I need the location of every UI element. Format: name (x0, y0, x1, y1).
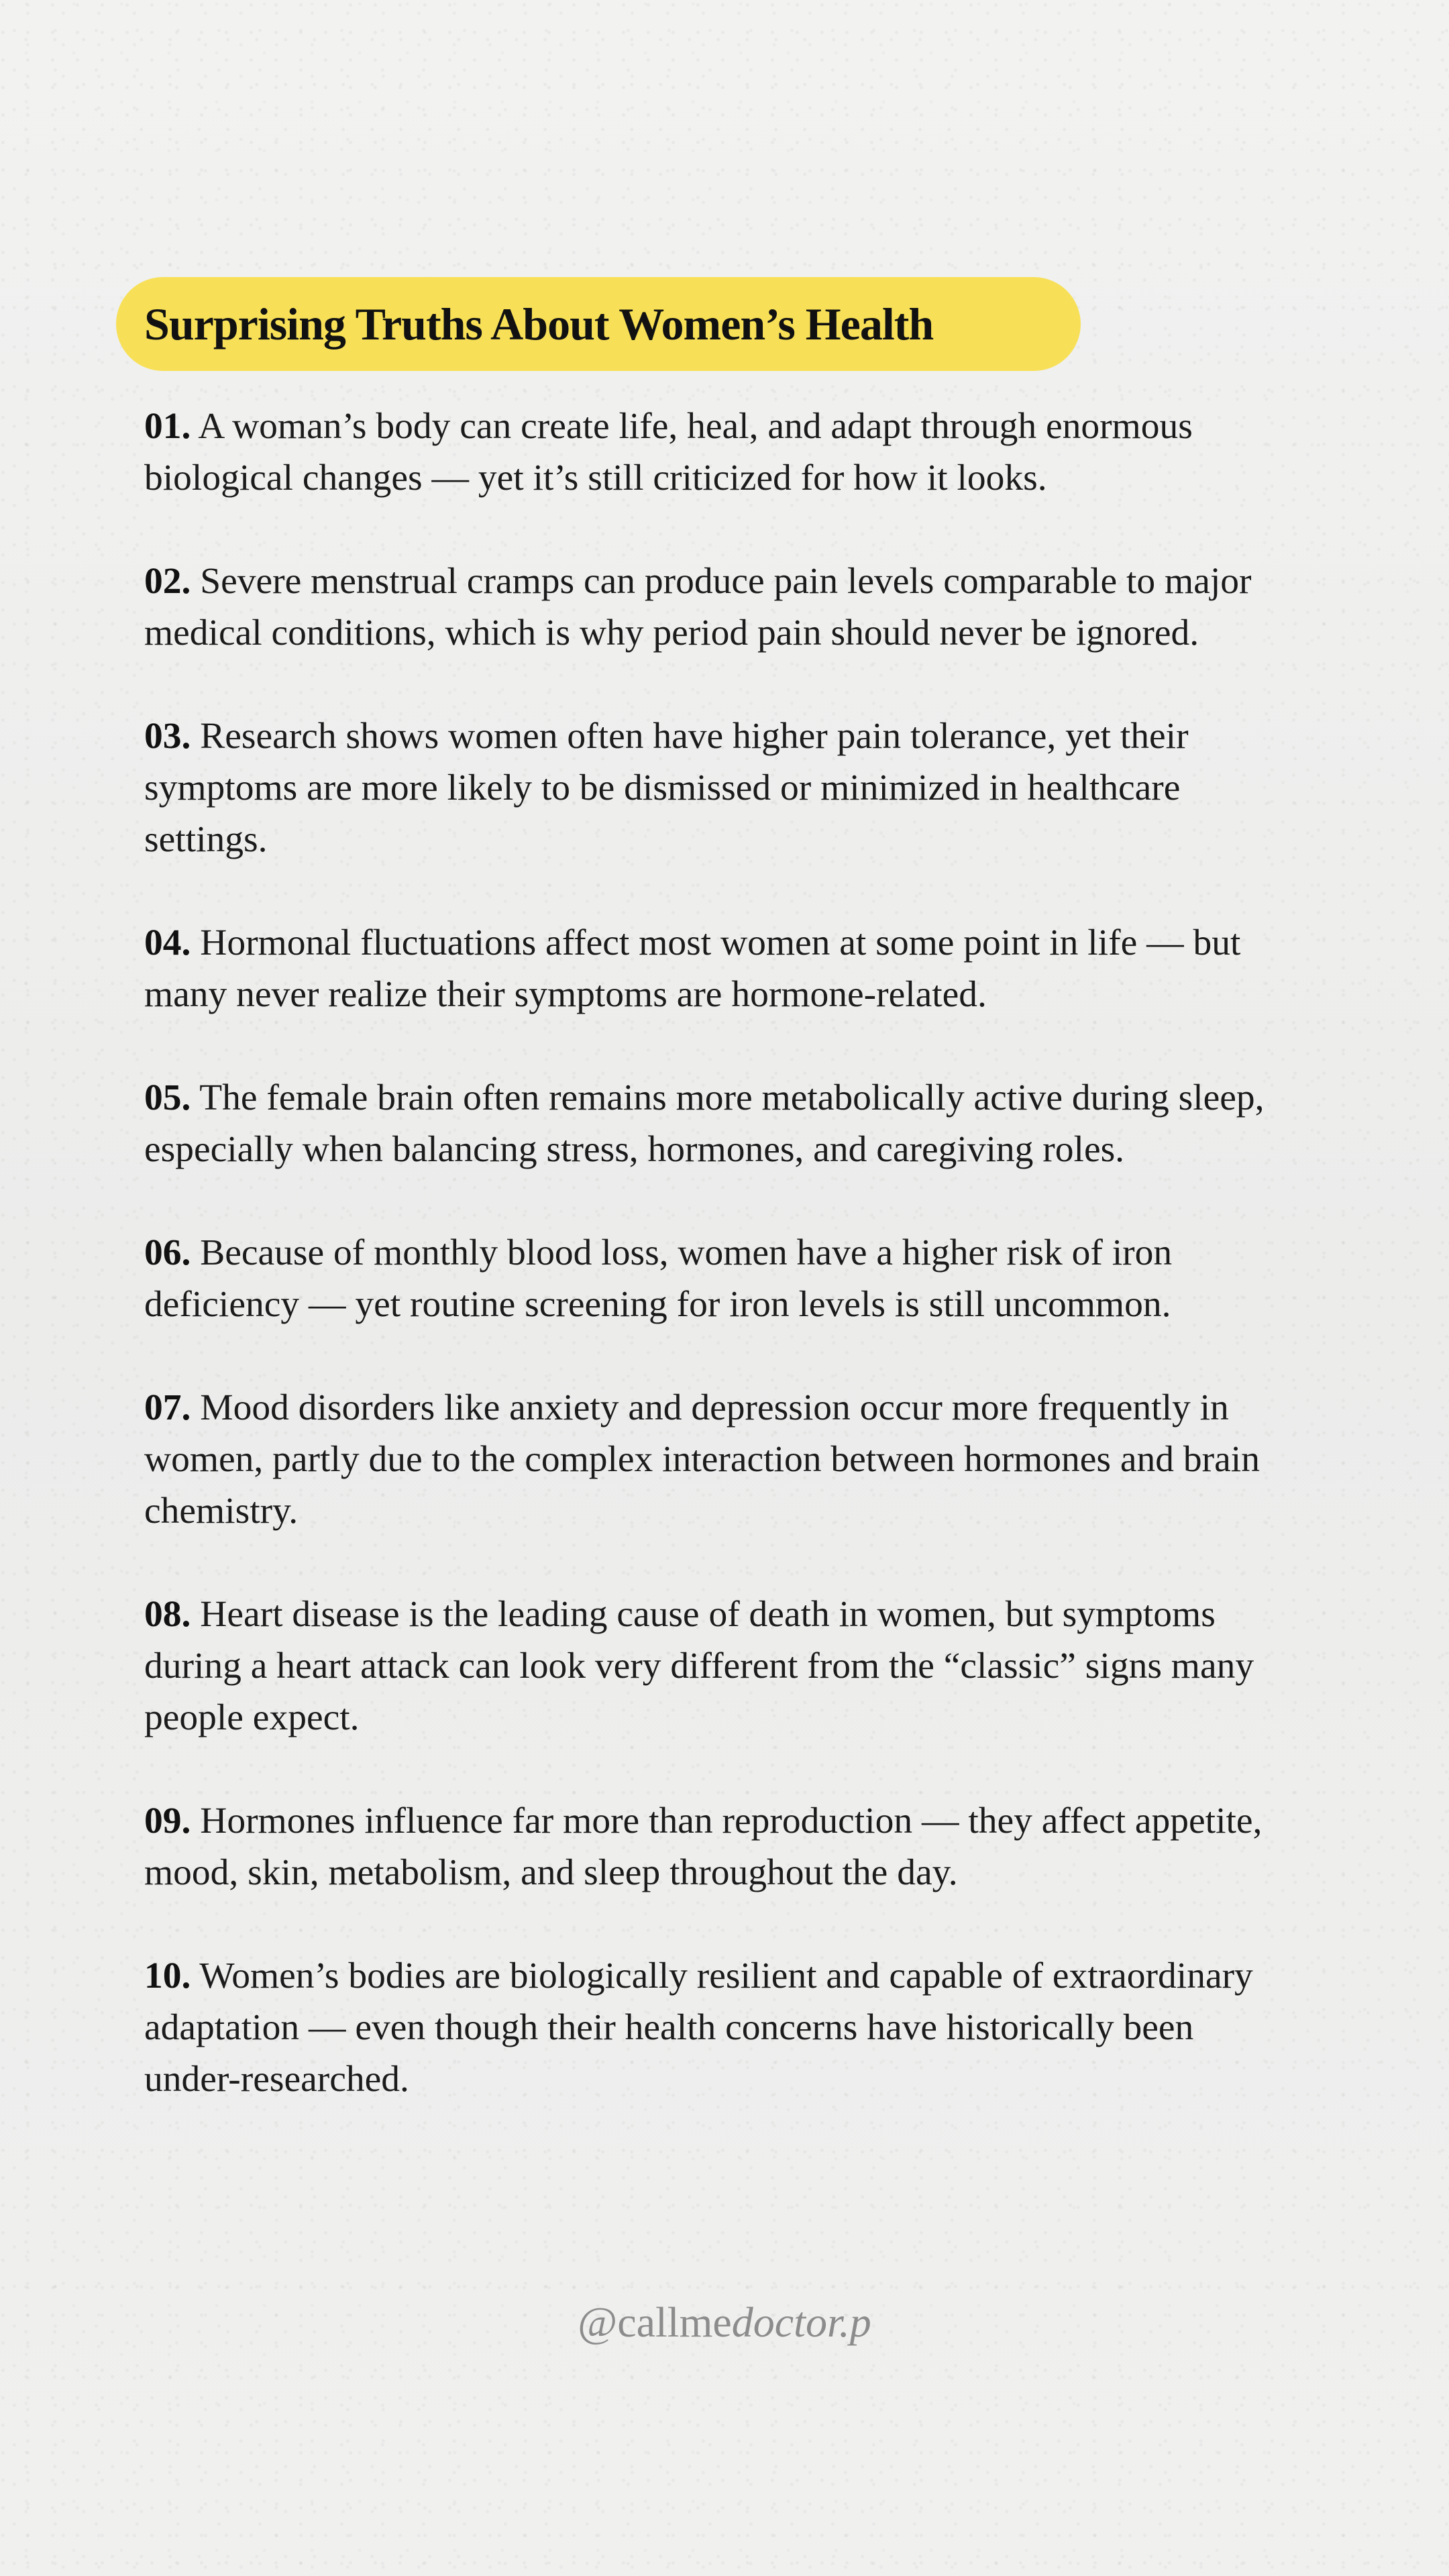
fact-item-07 (144, 1382, 1285, 1537)
fact-text: A woman’s body can create life, heal, and adapt through enormous biological changes — yet it’s still criticized for how it looks. (144, 406, 1193, 498)
fact-item-02 (144, 555, 1285, 659)
fact-item-09 (144, 1795, 1285, 1898)
fact-text: Heart disease is the leading cause of death in women, but symptoms during a heart attack can look very different from the “classic” signs many people expect. (144, 1594, 1254, 1738)
fact-text: Hormones influence far more than reproduction — they affect appetite, mood, skin, metabolism, and sleep throughout the day. (144, 1801, 1263, 1893)
fact-number: 04. (144, 922, 191, 963)
page-title: Surprising Truths About Women’s Health (144, 298, 934, 350)
fact-number: 09. (144, 1801, 191, 1841)
author-handle-prefix: @callme (578, 2298, 732, 2346)
fact-number: 05. (144, 1077, 191, 1118)
fact-text: The female brain often remains more metabolically active during sleep, especially when balancing stress, hormones, and caregiving roles. (144, 1077, 1265, 1170)
fact-item-06 (144, 1227, 1285, 1330)
fact-item-10 (144, 1950, 1285, 2105)
fact-text: Research shows women often have higher pain tolerance, yet their symptoms are more likely to be dismissed or minimized in healthcare settings. (144, 716, 1189, 860)
fact-text: Severe menstrual cramps can produce pain levels comparable to major medical conditions, which is why period pain should never be ignored. (144, 561, 1252, 653)
fact-number: 08. (144, 1594, 191, 1635)
fact-text: Mood disorders like anxiety and depression occur more frequently in women, partly due to the complex interaction between hormones and brain chemistry. (144, 1387, 1260, 1532)
author-handle (0, 2298, 1449, 2347)
facts-list (144, 400, 1285, 2157)
fact-text: Hormonal fluctuations affect most women at some point in life — but many never realize their symptoms are hormone-related. (144, 922, 1241, 1015)
author-handle-suffix: doctor.p (731, 2298, 871, 2346)
fact-number: 02. (144, 561, 191, 602)
fact-number: 06. (144, 1232, 191, 1273)
fact-text: Because of monthly blood loss, women have a higher risk of iron deficiency — yet routine screening for iron levels is still uncommon. (144, 1232, 1173, 1325)
fact-item-08 (144, 1589, 1285, 1743)
fact-number: 07. (144, 1387, 191, 1428)
fact-number: 03. (144, 716, 191, 757)
fact-item-03 (144, 710, 1285, 865)
title-highlight (116, 277, 1081, 371)
fact-number: 10. (144, 1955, 191, 1996)
fact-text: Women’s bodies are biologically resilient and capable of extraordinary adaptation — even though their health concerns have historically been under-researched. (144, 1955, 1253, 2100)
fact-item-01 (144, 400, 1285, 504)
fact-item-04 (144, 917, 1285, 1020)
fact-number: 01. (144, 406, 191, 447)
fact-item-05 (144, 1072, 1285, 1175)
